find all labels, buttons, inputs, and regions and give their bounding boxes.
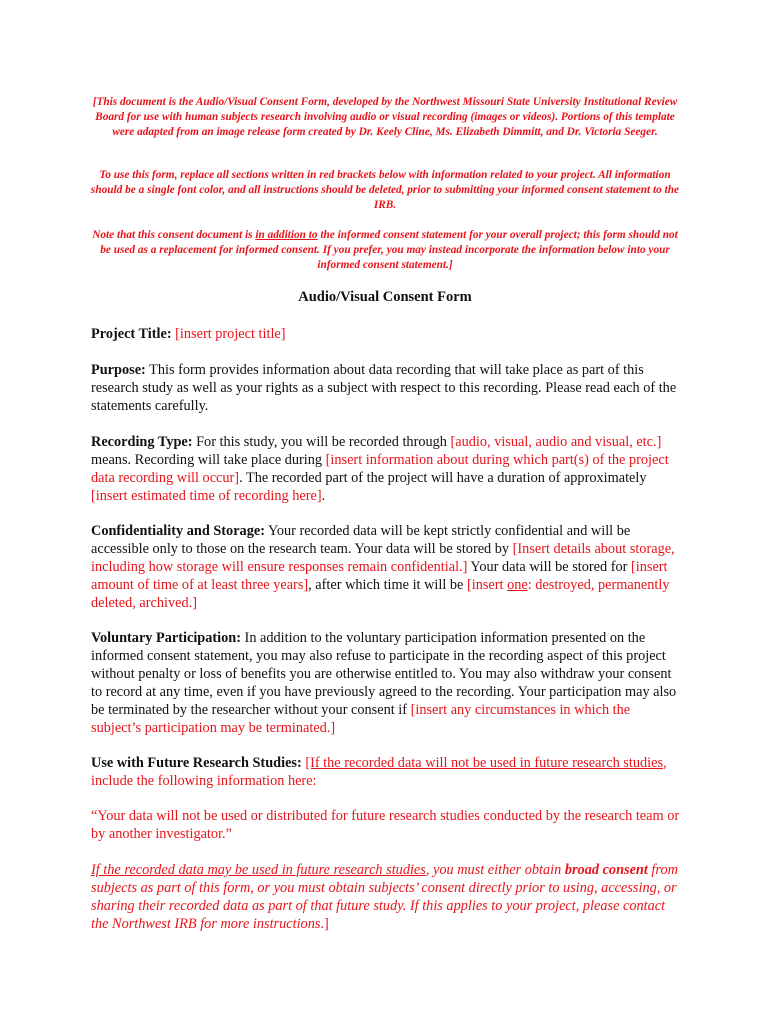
purpose-text: This form provides information about data recording that will take place as part of this research study as well as your rights as a subject with respect to this recording. Please read each of the statements carefully.	[91, 362, 677, 414]
intro-paragraph-2: To use this form, replace all sections written in red brackets below with information related to your project. All information should be a single font color, and all instructions should be deleted, prior to submitting your informed consent statement to the IRB.	[90, 169, 680, 211]
project-title-value: [insert project title]	[175, 326, 286, 342]
form-title: Audio/Visual Consent Form	[298, 289, 472, 305]
recording-type-label: Recording Type:	[91, 434, 193, 450]
voluntary-participation-label: Voluntary Participation:	[91, 630, 241, 646]
intro-note-1	[86, 95, 684, 140]
intro-note-2	[86, 168, 684, 213]
future-research-label: Use with Future Research Studies:	[91, 755, 302, 771]
purpose-label: Purpose:	[91, 362, 146, 378]
intro-note-3	[86, 228, 684, 273]
confidentiality-label: Confidentiality and Storage:	[91, 523, 265, 539]
future-research-quote: “Your data will not be used or distributed for future research studies conducted by the research team or by another investigator.”	[91, 808, 680, 842]
future-research-section: Use with Future Research Studies: [If the recorded data will not be used in future research studies, include the following information here:	[91, 755, 667, 789]
intro-paragraph-1: [This document is the Audio/Visual Consent Form, developed by the Northwest Missouri State University Institutional Review Board for use with human subjects research involving audio or visual recording (images or videos). Portions of this template were adapted from an image release form created by Dr. Keely Cline, Ms. Elizabeth Dimmitt, and Dr. Victoria Seeger.	[92, 96, 678, 138]
future-research-instructions: If the recorded data may be used in future research studies, you must either obtain broad consent from subjects as part of this form, or you must obtain subjects’ consent directly prior to using, accessing, or sharing their recorded data as part of that future study. If this applies to your project, please contact the Northwest IRB for more instructions.]	[91, 862, 678, 932]
confidentiality-section: Confidentiality and Storage: Your recorded data will be kept strictly confidential and will be accessible only to those on the research team. Your data will be stored by [Insert details about storage, including how storage will ensure responses remain confidential.] Your data will be stored for [insert amount of time of at least three years], after which time it will be [insert one: destroyed, permanently deleted, archived.]	[91, 523, 675, 611]
purpose-section	[91, 361, 681, 415]
intro-paragraph-3: Note that this consent document is in addition to the informed consent statement for your overall project; this form should not be used as a replacement for informed consent. If you prefer, you may instead incorporate the information below into your informed consent statement.]	[92, 229, 678, 271]
recording-type-section: Recording Type: For this study, you will be recorded through [audio, visual, audio and visual, etc.] means. Recording will take place during [insert information about during which part(s) of the project data recording will occur]. The recorded part of the project will have a duration of approximately [insert estimated time of recording here].	[91, 434, 669, 504]
project-title-label: Project Title:	[91, 326, 172, 342]
project-title-section	[91, 325, 681, 343]
voluntary-participation-section: Voluntary Participation: In addition to the voluntary participation information presented on the informed consent statement, you may also refuse to participate in the recording aspect of this project without penalty or loss of benefits you are otherwise entitled to. You may also withdraw your consent to record at any time, even if you have previously agreed to the recording. Your participation may also be terminated by the researcher without your consent if [insert any circumstances in which the subject’s participation may be terminated.]	[91, 630, 677, 736]
